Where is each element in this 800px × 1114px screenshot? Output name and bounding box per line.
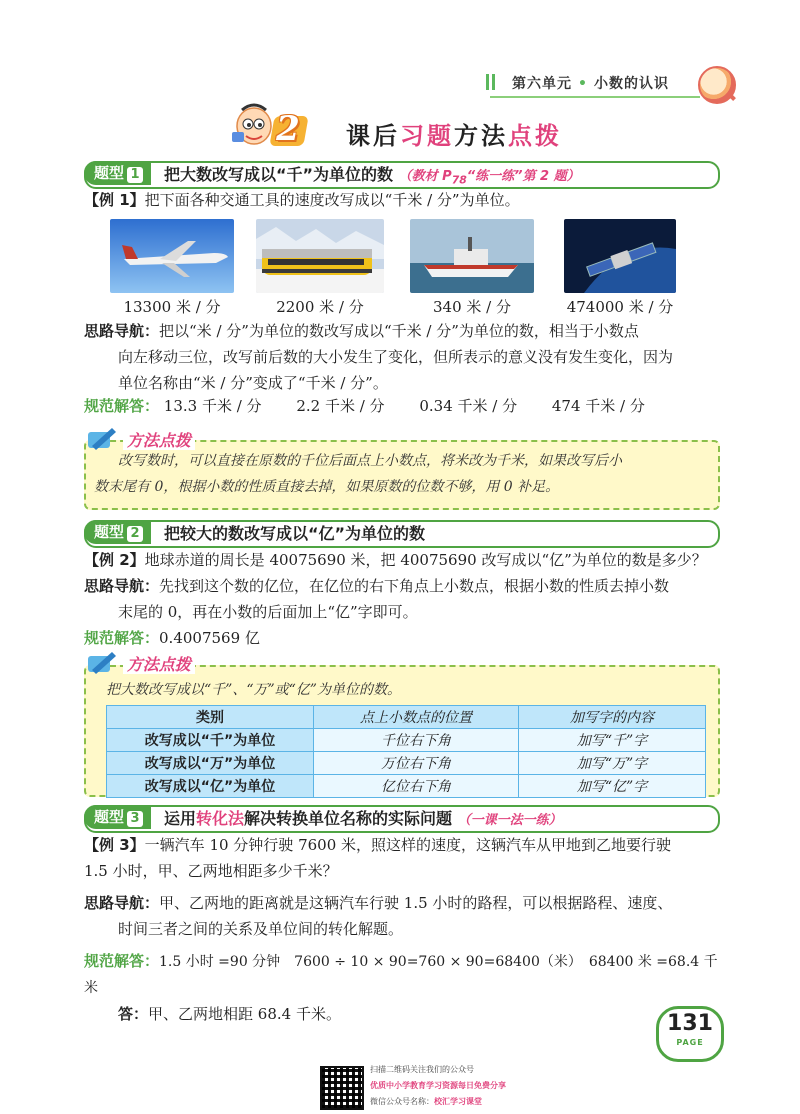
guide-text: 向左移动三位，改写前后数的大小发生了变化，但所表示的意义没有发生变化，因为	[118, 348, 674, 366]
tip-text: 数末尾有 0，根据小数的性质直接去掉，如果原数的位数不够，用 0 补足。	[94, 479, 560, 495]
answer-value: 474 千米 / 分	[551, 397, 645, 415]
page-title	[346, 116, 562, 151]
guide-text: 甲、乙两地的距离就是这辆汽车行驶 1.5 小时的路程，可以根据路程、速度、	[159, 894, 673, 912]
tip-text: 改写数时，可以直接在原数的千位后面点上小数点，将米改为千米，如果改写后小	[118, 453, 622, 469]
rule-table	[106, 705, 706, 798]
table-cell: 加写“千”字	[519, 729, 706, 752]
section-tag	[84, 520, 151, 544]
final-label: 答：	[118, 1005, 149, 1023]
section-title-text: 解决转换单位名称的实际问题	[244, 809, 453, 828]
answer-value: 0.4007569 亿	[159, 629, 260, 647]
example-1-answer	[84, 393, 724, 419]
answer-value: 13.3 千米 / 分	[163, 397, 262, 415]
section-number-badge: 2	[268, 110, 308, 148]
section-title	[164, 807, 562, 833]
footer-text: 微信公众号名称：	[370, 1097, 434, 1106]
qr-code-icon	[320, 1066, 364, 1110]
page-label: PAGE	[676, 1038, 704, 1047]
section-title-text: 运用	[164, 809, 197, 828]
answer-label: 规范解答：	[84, 952, 160, 970]
final-text: 甲、乙两地相距 68.4 千米。	[148, 1005, 341, 1023]
answer-value: 2.2 千米 / 分	[296, 397, 385, 415]
example-1-question	[84, 187, 724, 213]
section-title-text: 把较大的数改写成以“亿”为单位的数	[164, 524, 426, 543]
footer-text: 优质中小学教育学习资源每日免费分享	[370, 1081, 506, 1090]
example-label: 【例 3】	[84, 836, 145, 854]
guide-text: 末尾的 0，再在小数的后面加上“亿”字即可。	[118, 603, 418, 621]
satellite-image	[564, 219, 676, 293]
caption-satellite: 474000 米 / 分	[566, 298, 674, 316]
final-answer	[84, 1001, 724, 1027]
section-note	[398, 169, 580, 187]
section-tag-label: 题型	[94, 523, 125, 541]
guide-label: 思路导航：	[84, 322, 160, 340]
example-label: 【例 2】	[84, 551, 145, 569]
guide-text: 把以“米 / 分”为单位的数改写成以“千米 / 分”为单位的数，相当于小数点	[159, 322, 639, 340]
guide-text: 先找到这个数的亿位，在亿位的右下角点上小数点，根据小数的性质去掉小数	[159, 577, 670, 595]
caption-train: 2200 米 / 分	[276, 298, 364, 316]
airplane-image	[110, 219, 234, 293]
train-image	[256, 219, 384, 293]
caption-boat: 340 米 / 分	[433, 298, 511, 316]
section-note-text: （教材 P	[398, 169, 452, 184]
table-header: 点上小数点的位置	[314, 706, 519, 729]
caption-airplane: 13300 米 / 分	[123, 298, 221, 316]
page-number-badge	[656, 1006, 724, 1062]
page-number: 131	[667, 1011, 713, 1036]
title-part3: 方法	[454, 122, 508, 150]
answer-value: 1.5 小时 =90 分钟 7600 ÷ 10 × 90=760 × 90=68400（米） 68400 米 =68.4 千米	[84, 954, 718, 996]
example-text: 把下面各种交通工具的速度改写成以“千米 / 分”为单位。	[144, 191, 520, 209]
header-breadcrumb	[512, 73, 669, 93]
table-cell: 加写“万”字	[519, 752, 706, 775]
tip-badge-1	[84, 424, 195, 454]
header-divider	[490, 96, 700, 98]
example-text: 一辆汽车 10 分钟行驶 7600 米，照这样的速度，这辆汽车从甲地到乙地要行驶	[144, 836, 672, 854]
pen-icon	[84, 648, 118, 678]
answer-label: 规范解答：	[84, 629, 160, 647]
answer-value: 0.34 千米 / 分	[419, 397, 518, 415]
title-part4: 点拨	[508, 122, 562, 150]
header-topic: 小数的认识	[593, 76, 669, 92]
guide-line	[84, 573, 724, 599]
pen-icon	[84, 424, 118, 454]
table-cell: 千位右下角	[314, 729, 519, 752]
example-2-question	[84, 547, 724, 573]
table-header: 加写字的内容	[519, 706, 706, 729]
table-row	[107, 752, 706, 775]
section-tag-number: 2	[127, 526, 143, 542]
section-heading-1	[84, 161, 720, 189]
section-title-highlight: 转化法	[196, 809, 245, 828]
tip-badge-label: 方法点拨	[123, 431, 195, 450]
table-header: 类别	[107, 706, 314, 729]
section-note-rest: “练一练”第 2 题）	[466, 169, 580, 184]
guide-text: 单位名称由“米 / 分”变成了“千米 / 分”。	[118, 374, 388, 392]
table-cell: 加写“亿”字	[519, 775, 706, 798]
section-tag-label: 题型	[94, 808, 125, 826]
footer-text: 扫描二维码关注我们的公众号	[370, 1065, 474, 1074]
section-title-text: 把大数改写成以“千”为单位的数	[164, 165, 394, 184]
section-note-sub: 78	[451, 173, 467, 187]
title-part2: 习题	[400, 122, 454, 150]
header-unit: 第六单元	[512, 76, 572, 92]
answer-line	[84, 948, 724, 1001]
answer-label: 规范解答：	[84, 397, 160, 415]
boat-image	[410, 219, 534, 293]
example-3-question	[84, 832, 724, 858]
section-note: （一课一法一练）	[457, 813, 562, 828]
guide-line	[84, 318, 724, 344]
example-1-guide	[84, 318, 724, 396]
section-tag-label: 题型	[94, 164, 125, 182]
section-tag	[84, 805, 151, 829]
tip-badge-2	[84, 648, 195, 678]
section-heading-2	[84, 520, 720, 548]
tip-box-2	[84, 665, 720, 797]
table-cell: 改写成以“万”为单位	[107, 752, 314, 775]
example-text: 地球赤道的周长是 40075690 米，把 40075690 改写成以“亿”为单位的数是多少？	[144, 551, 707, 569]
footer-account-name: 校汇学习课堂	[434, 1097, 482, 1106]
table-row	[107, 775, 706, 798]
header-bars-icon	[486, 74, 498, 90]
footer-account	[370, 1096, 482, 1107]
example-text: 1.5 小时，甲、乙两地相距多少千米？	[84, 862, 338, 880]
section-heading-3	[84, 805, 720, 833]
table-cell: 万位右下角	[314, 752, 519, 775]
table-cell: 改写成以“千”为单位	[107, 729, 314, 752]
tip-text: 把大数改写成以“千”、“万”或“亿”为单位的数。	[106, 682, 401, 698]
example-2	[84, 547, 724, 651]
magnifier-icon	[698, 66, 736, 104]
guide-label: 思路导航：	[84, 894, 160, 912]
guide-label: 思路导航：	[84, 577, 160, 595]
table-cell: 改写成以“亿”为单位	[107, 775, 314, 798]
section-tag-number: 3	[127, 811, 143, 827]
title-part1: 课后	[346, 122, 400, 150]
section-tag	[84, 161, 151, 185]
section-tag-number: 1	[127, 167, 143, 183]
example-3	[84, 832, 724, 1027]
guide-line	[84, 890, 724, 916]
table-row	[107, 729, 706, 752]
guide-text: 时间三者之间的关系及单位间的转化解题。	[118, 920, 404, 938]
tip-badge-label: 方法点拨	[123, 655, 195, 674]
section-title	[164, 522, 425, 546]
example-label: 【例 1】	[84, 191, 145, 209]
header-dot: •	[578, 76, 588, 92]
table-header-row	[107, 706, 706, 729]
table-cell: 亿位右下角	[314, 775, 519, 798]
